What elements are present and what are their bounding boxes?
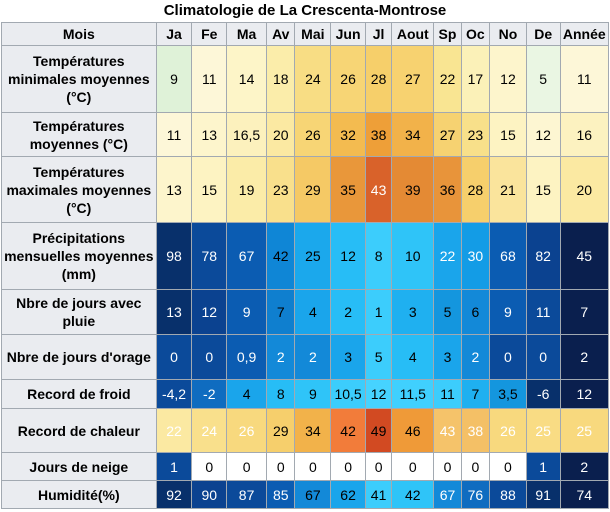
data-cell: 13 [156, 290, 192, 335]
data-cell: 11 [192, 46, 227, 113]
header-cell: No [490, 23, 527, 46]
data-cell: 1 [526, 453, 560, 481]
data-cell: -6 [526, 380, 560, 409]
data-cell: 43 [434, 409, 461, 453]
data-cell: 0 [331, 453, 366, 481]
data-cell: 9 [295, 380, 331, 409]
data-cell: 34 [392, 113, 434, 157]
data-cell: 18 [267, 46, 295, 113]
header-cell: De [526, 23, 560, 46]
data-cell: 15 [526, 157, 560, 223]
data-cell: 29 [295, 157, 331, 223]
data-cell: 0,9 [227, 335, 267, 380]
data-cell: 20 [560, 157, 608, 223]
data-cell: 68 [490, 223, 527, 290]
data-cell: 0 [490, 335, 527, 380]
table-row [2, 157, 609, 223]
data-cell: 39 [392, 157, 434, 223]
data-cell: 41 [365, 481, 391, 509]
data-cell: 27 [392, 46, 434, 113]
data-cell: 32 [331, 113, 366, 157]
data-cell: 3,5 [490, 380, 527, 409]
data-cell: 11 [434, 380, 461, 409]
table-row [2, 335, 609, 380]
data-cell: 87 [227, 481, 267, 509]
data-cell: 25 [526, 409, 560, 453]
data-cell: 12 [560, 380, 608, 409]
data-cell: 62 [331, 481, 366, 509]
data-cell: 5 [434, 290, 461, 335]
data-cell: 36 [434, 157, 461, 223]
data-cell: 90 [192, 481, 227, 509]
data-cell: 5 [526, 46, 560, 113]
data-cell: 28 [365, 46, 391, 113]
data-cell: 22 [156, 409, 192, 453]
data-cell: 12 [331, 223, 366, 290]
data-cell: 2 [295, 335, 331, 380]
data-cell: 43 [365, 157, 391, 223]
data-cell: 46 [392, 409, 434, 453]
header-cell: Oc [461, 23, 489, 46]
data-cell: 2 [331, 290, 366, 335]
data-cell: 0 [461, 453, 489, 481]
data-cell: 15 [490, 113, 527, 157]
data-cell: 23 [267, 157, 295, 223]
table-row [2, 453, 609, 481]
data-cell: 26 [331, 46, 366, 113]
table-row [2, 46, 609, 113]
data-cell: 2 [267, 335, 295, 380]
data-cell: 14 [227, 46, 267, 113]
data-cell: 30 [461, 223, 489, 290]
data-cell: 9 [227, 290, 267, 335]
data-cell: 12 [490, 46, 527, 113]
data-cell: 28 [461, 157, 489, 223]
data-cell: 7 [560, 290, 608, 335]
data-cell: 3 [434, 335, 461, 380]
data-cell: 0 [192, 453, 227, 481]
data-cell: 22 [434, 223, 461, 290]
data-cell: 85 [267, 481, 295, 509]
header-cell: Sp [434, 23, 461, 46]
row-label: Record de froid [2, 380, 157, 409]
data-cell: 9 [156, 46, 192, 113]
data-cell: 4 [227, 380, 267, 409]
row-label: Record de chaleur [2, 409, 157, 453]
data-cell: 20 [267, 113, 295, 157]
row-label: Nbre de jours avec pluie [2, 290, 157, 335]
data-cell: 26 [295, 113, 331, 157]
data-cell: 67 [434, 481, 461, 509]
data-cell: 38 [461, 409, 489, 453]
data-cell: 21 [490, 157, 527, 223]
data-cell: 13 [156, 157, 192, 223]
header-cell: Année [560, 23, 608, 46]
data-cell: 25 [560, 409, 608, 453]
data-cell: 67 [227, 223, 267, 290]
table-row [2, 481, 609, 509]
row-label: Précipitations mensuelles moyennes (mm) [2, 223, 157, 290]
data-cell: 0 [156, 335, 192, 380]
header-cell: Aout [392, 23, 434, 46]
data-cell: 16 [560, 113, 608, 157]
table-row [2, 113, 609, 157]
data-cell: 29 [267, 409, 295, 453]
data-cell: 82 [526, 223, 560, 290]
data-cell: 3 [331, 335, 366, 380]
data-cell: 98 [156, 223, 192, 290]
data-cell: 11,5 [392, 380, 434, 409]
data-cell: 11 [560, 46, 608, 113]
row-label: Températures minimales moyennes (°C) [2, 46, 157, 113]
data-cell: 10,5 [331, 380, 366, 409]
data-cell: 11 [156, 113, 192, 157]
data-cell: 15 [192, 157, 227, 223]
header-cell: Jl [365, 23, 391, 46]
header-month-label: Mois [2, 23, 157, 46]
data-cell: 0 [526, 335, 560, 380]
row-label: Humidité(%) [2, 481, 157, 509]
header-cell: Fe [192, 23, 227, 46]
data-cell: 13 [192, 113, 227, 157]
data-cell: 49 [365, 409, 391, 453]
data-cell: 25 [295, 223, 331, 290]
header-cell: Ma [227, 23, 267, 46]
data-cell: 45 [560, 223, 608, 290]
data-cell: 7 [461, 380, 489, 409]
data-cell: 0 [267, 453, 295, 481]
data-cell: 10 [392, 223, 434, 290]
data-cell: 16,5 [227, 113, 267, 157]
data-cell: 74 [560, 481, 608, 509]
table-title: Climatologie de La Crescenta-Montrose [163, 2, 447, 19]
header-cell: Jun [331, 23, 366, 46]
header-cell: Av [267, 23, 295, 46]
row-label: Jours de neige [2, 453, 157, 481]
header-row [2, 23, 609, 46]
data-cell: 0 [490, 453, 527, 481]
data-cell: 42 [331, 409, 366, 453]
data-cell: 78 [192, 223, 227, 290]
data-cell: 3 [392, 290, 434, 335]
data-cell: 7 [267, 290, 295, 335]
data-cell: 0 [392, 453, 434, 481]
data-cell: 42 [392, 481, 434, 509]
data-cell: 22 [434, 46, 461, 113]
row-label: Températures maximales moyennes (°C) [2, 157, 157, 223]
row-label: Nbre de jours d'orage [2, 335, 157, 380]
data-cell: 0 [227, 453, 267, 481]
data-cell: 2 [560, 453, 608, 481]
data-cell: 12 [526, 113, 560, 157]
header-cell: Ja [156, 23, 192, 46]
data-cell: 0 [295, 453, 331, 481]
table-row [2, 223, 609, 290]
row-label: Températures moyennes (°C) [2, 113, 157, 157]
data-cell: 26 [227, 409, 267, 453]
header-cell: Mai [295, 23, 331, 46]
data-cell: 5 [365, 335, 391, 380]
data-cell: 11 [526, 290, 560, 335]
data-cell: 1 [156, 453, 192, 481]
table-row [2, 290, 609, 335]
data-cell: 9 [490, 290, 527, 335]
data-cell: 0 [365, 453, 391, 481]
data-cell: 2 [560, 335, 608, 380]
data-cell: 91 [526, 481, 560, 509]
data-cell: 42 [267, 223, 295, 290]
data-cell: 4 [392, 335, 434, 380]
data-cell: 92 [156, 481, 192, 509]
data-cell: 12 [365, 380, 391, 409]
data-cell: 8 [365, 223, 391, 290]
data-cell: 23 [461, 113, 489, 157]
data-cell: 6 [461, 290, 489, 335]
data-cell: 19 [227, 157, 267, 223]
data-cell: 12 [192, 290, 227, 335]
data-cell: 0 [192, 335, 227, 380]
data-cell: 24 [295, 46, 331, 113]
table-row [2, 409, 609, 453]
data-cell: 88 [490, 481, 527, 509]
data-cell: 67 [295, 481, 331, 509]
data-cell: 1 [365, 290, 391, 335]
data-cell: 27 [434, 113, 461, 157]
climate-table [1, 22, 609, 509]
table-row [2, 380, 609, 409]
data-cell: 76 [461, 481, 489, 509]
data-cell: 35 [331, 157, 366, 223]
data-cell: -2 [192, 380, 227, 409]
data-cell: 26 [490, 409, 527, 453]
data-cell: 0 [434, 453, 461, 481]
data-cell: 4 [295, 290, 331, 335]
data-cell: 24 [192, 409, 227, 453]
data-cell: 8 [267, 380, 295, 409]
data-cell: 34 [295, 409, 331, 453]
data-cell: -4,2 [156, 380, 192, 409]
data-cell: 2 [461, 335, 489, 380]
data-cell: 38 [365, 113, 391, 157]
data-cell: 17 [461, 46, 489, 113]
